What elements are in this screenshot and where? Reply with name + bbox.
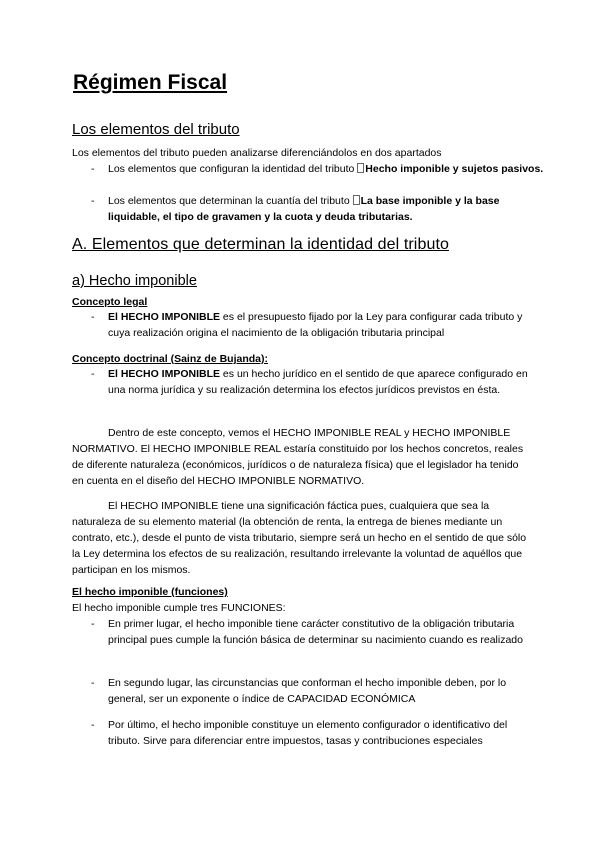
concepto-legal-label: Concepto legal	[72, 296, 148, 308]
list-item: - Los elementos que configuran la identidad del tributo Hecho imponible y sujetos pasivos.	[91, 163, 544, 175]
list-item: - El HECHO IMPONIBLE es un hecho jurídico en el sentido de que aparece configurado en una norma jurídica y su realización determina los efectos jurídicos previstos en ésta.	[91, 368, 528, 396]
section-intro: Los elementos del tributo pueden analizarse diferenciándolos en dos apartados	[72, 147, 442, 159]
concepto-doctrinal-label: Concepto doctrinal (Sainz de Bujanda):	[72, 353, 269, 365]
list-item: - El HECHO IMPONIBLE es el presupuesto fijado por la Ley para configurar cada tributo y cuya realización origina el nacimiento de la obligación tributaria principal	[91, 311, 523, 339]
paragraph-significacion-factica: El HECHO IMPONIBLE tiene una significación fáctica pues, cualquiera que sea la naturaleza de su elemento material (la obtención de renta, la entrega de bienes mediante un contrato, etc.), desde el punto de vista tributario, siempre será un hecho en el sentido de que sólo la Ley determina los efectos de su realización, resultando irrelevante la voluntad de aquéllos que participan en los mismos.	[72, 500, 527, 576]
list-item: - Los elementos que determinan la cuantía del tributo La base imponible y la base liquidable, el tipo de gravamen y la cuota y deuda tributarias.	[91, 195, 500, 223]
arrow-icon	[353, 195, 360, 205]
list-item: - En primer lugar, el hecho imponible tiene carácter constitutivo de la obligación tributaria principal pues cumple la función básica de determinar su nacimiento cuando es realizado	[91, 618, 523, 646]
paragraph-hecho-imponible-real: Dentro de este concepto, vemos el HECHO IMPONIBLE REAL y HECHO IMPONIBLE NORMATIVO. El HECHO IMPONIBLE REAL estaría constituido por los hechos concretos, reales de diferente naturaleza (económicos, jurídicos o de naturaleza física) que el legislador ha tenido en cuenta en el diseño del HECHO IMPONIBLE NORMATIVO.	[72, 427, 524, 487]
list-item: - Por último, el hecho imponible constituye un elemento configurador o identificativo del tributo. Sirve para diferenciar entre impuestos, tasas y contribuciones especiales	[91, 719, 508, 747]
list-item: - En segundo lugar, las circunstancias que conforman el hecho imponible deben, por lo general, ser un exponente o índice de CAPACIDAD ECONÓMICA	[91, 677, 507, 705]
section-heading-elementos: Los elementos del tributo	[72, 121, 240, 138]
funciones-label: El hecho imponible (funciones)	[72, 586, 228, 598]
arrow-icon	[357, 163, 364, 173]
funciones-intro: El hecho imponible cumple tres FUNCIONES:	[72, 602, 286, 614]
page-title: Régimen Fiscal	[73, 71, 228, 94]
section-heading-a: A. Elementos que determinan la identidad del tributo	[72, 236, 449, 253]
subsection-heading-hecho-imponible: a) Hecho imponible	[72, 273, 197, 289]
